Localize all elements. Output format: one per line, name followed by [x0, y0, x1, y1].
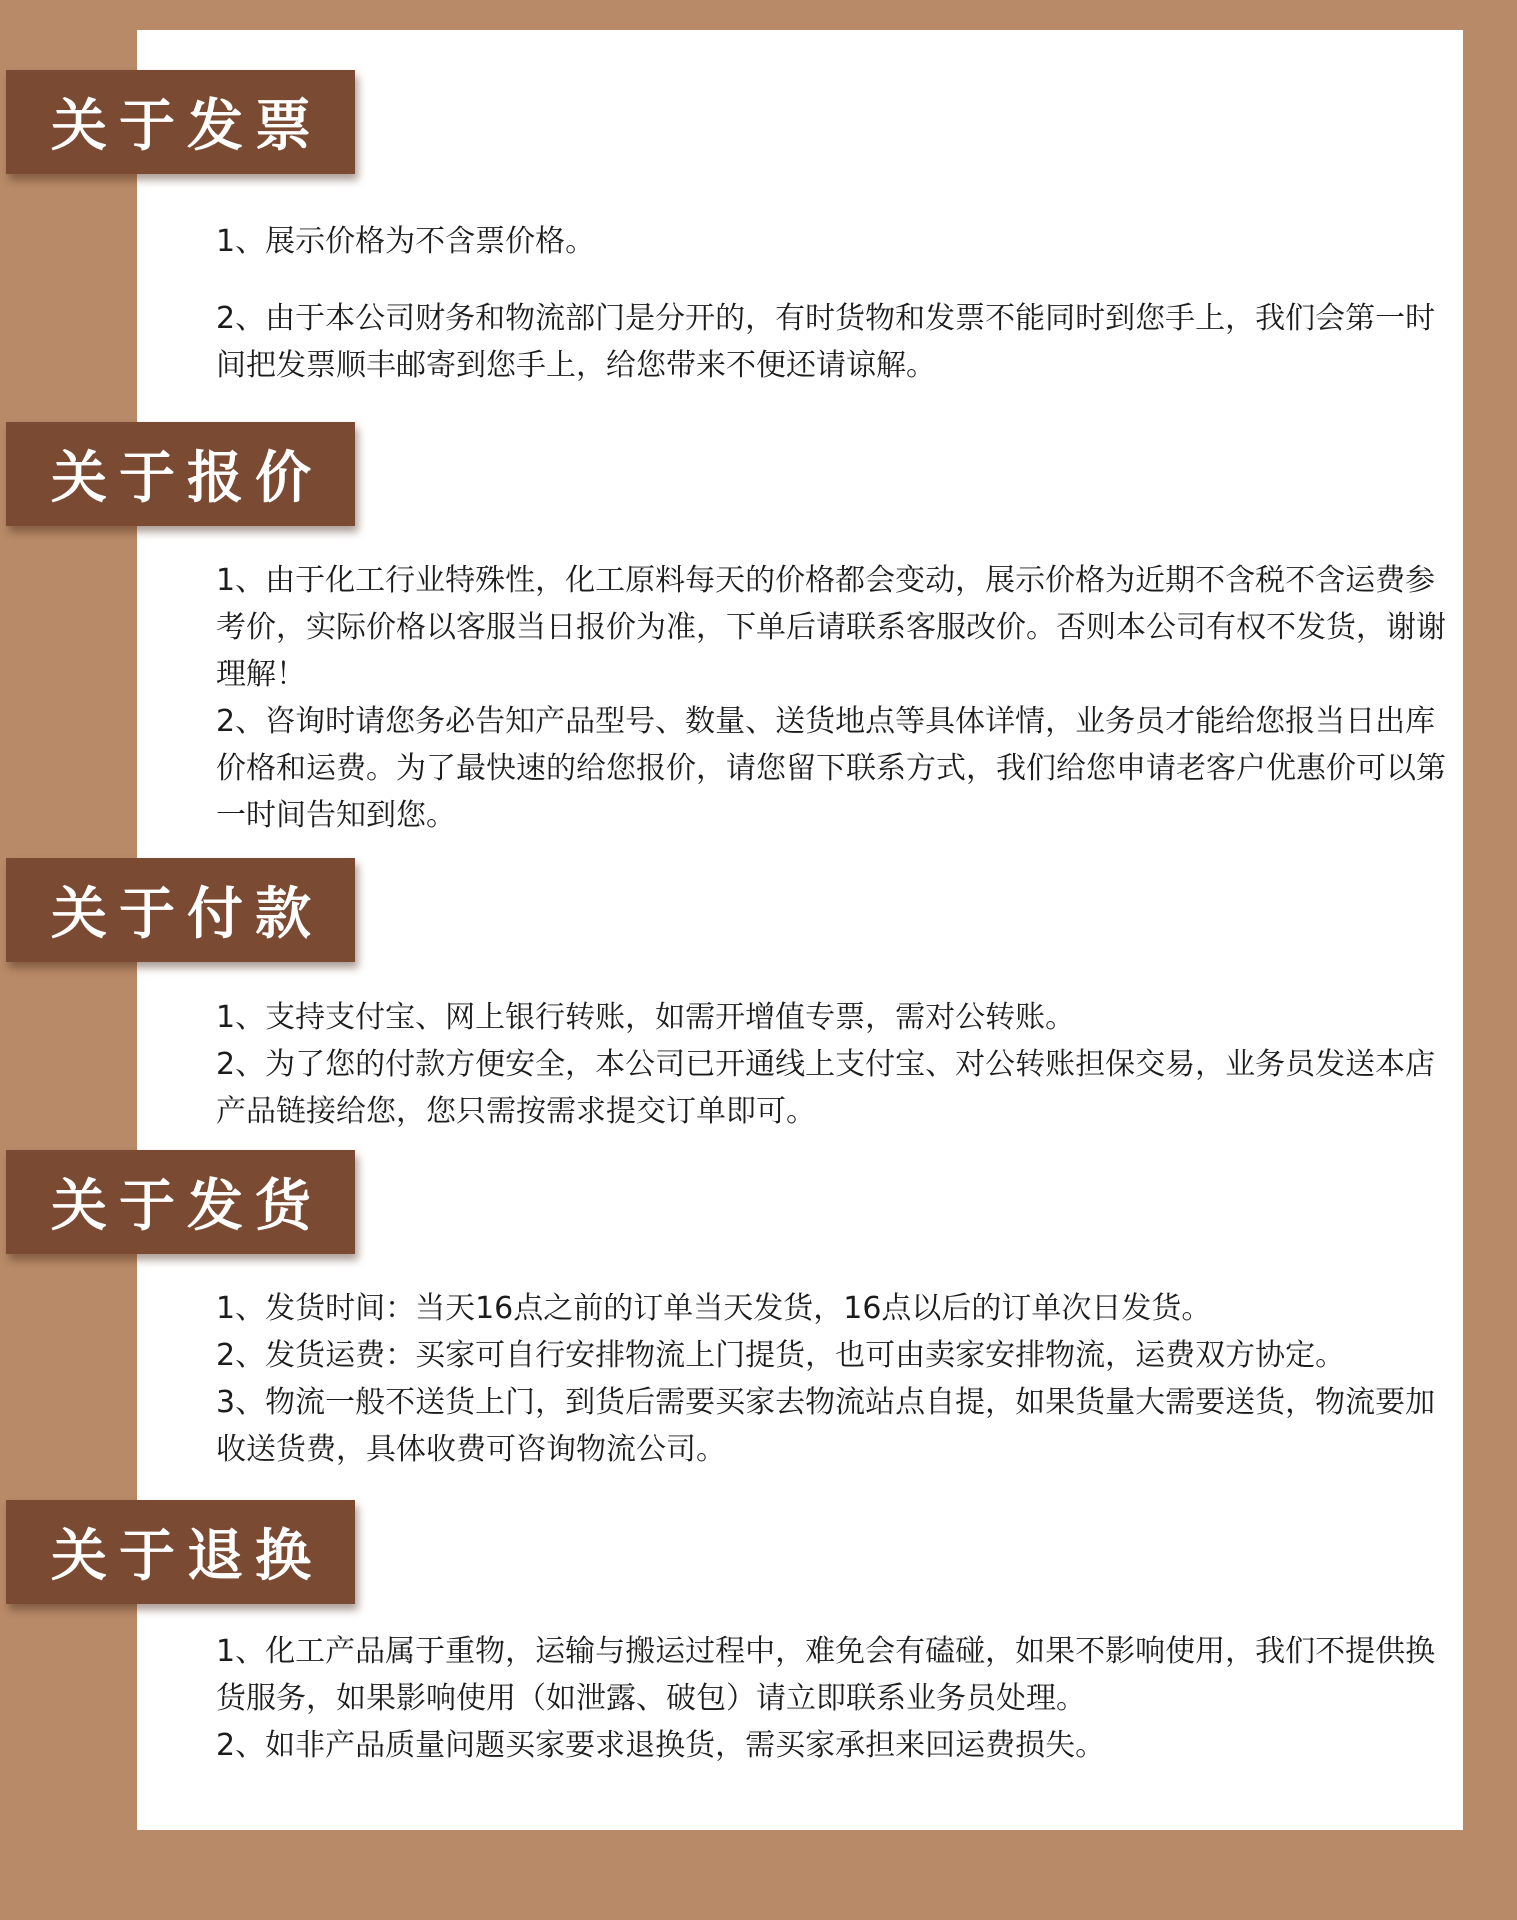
section-body-returns: [216, 1628, 1456, 1769]
list-item: 1、展示价格为不含票价格。: [216, 224, 596, 259]
list-item: 1、由于化工行业特殊性，化工原料每天的价格都会变动，展示价格为近期不含税不含运费参考价，实际价格以客服当日报价为准，下单后请联系客服改价。否则本公司有权不发货，谢谢理解！: [216, 563, 1446, 692]
section-title: 关于退换: [51, 1524, 323, 1589]
list-item: 1、发货时间：当天16点之前的订单当天发货，16点以后的订单次日发货。: [216, 1291, 1212, 1326]
section-body-payment: [216, 994, 1456, 1135]
list-item: 1、支持支付宝、网上银行转账，如需开增值专票，需对公转账。: [216, 1000, 1076, 1035]
list-item: 3、物流一般不送货上门，到货后需要买家去物流站点自提，如果货量大需要送货，物流要加收送货费，具体收费可咨询物流公司。: [216, 1385, 1436, 1467]
section-body-shipping: [216, 1285, 1456, 1473]
list-item: 2、为了您的付款方便安全，本公司已开通线上支付宝、对公转账担保交易，业务员发送本店产品链接给您，您只需按需求提交订单即可。: [216, 1047, 1436, 1129]
list-item: 2、发货运费：买家可自行安排物流上门提货，也可由卖家安排物流，运费双方协定。: [216, 1338, 1346, 1373]
section-header-payment: [6, 858, 355, 962]
list-item: 2、由于本公司财务和物流部门是分开的，有时货物和发票不能同时到您手上，我们会第一时间把发票顺丰邮寄到您手上，给您带来不便还请谅解。: [216, 301, 1436, 383]
list-item: 1、化工产品属于重物，运输与搬运过程中，难免会有磕碰，如果不影响使用，我们不提供换货服务，如果影响使用（如泄露、破包）请立即联系业务员处理。: [216, 1634, 1436, 1716]
section-title: 关于发票: [51, 94, 323, 159]
section-title: 关于付款: [51, 882, 323, 947]
section-header-shipping: [6, 1150, 355, 1254]
section-header-invoice: [6, 70, 355, 174]
section-body-invoice: [216, 218, 1456, 389]
list-item: 2、咨询时请您务必告知产品型号、数量、送货地点等具体详情，业务员才能给您报当日出库价格和运费。为了最快速的给您报价，请您留下联系方式，我们给您申请老客户优惠价可以第一时间告知到您。: [216, 704, 1446, 833]
list-item: 2、如非产品质量问题买家要求退换货，需买家承担来回运费损失。: [216, 1728, 1106, 1763]
section-title: 关于发货: [51, 1174, 323, 1239]
section-header-quote: [6, 422, 355, 526]
section-title: 关于报价: [51, 446, 323, 511]
section-header-returns: [6, 1500, 355, 1604]
section-body-quote: [216, 557, 1456, 839]
